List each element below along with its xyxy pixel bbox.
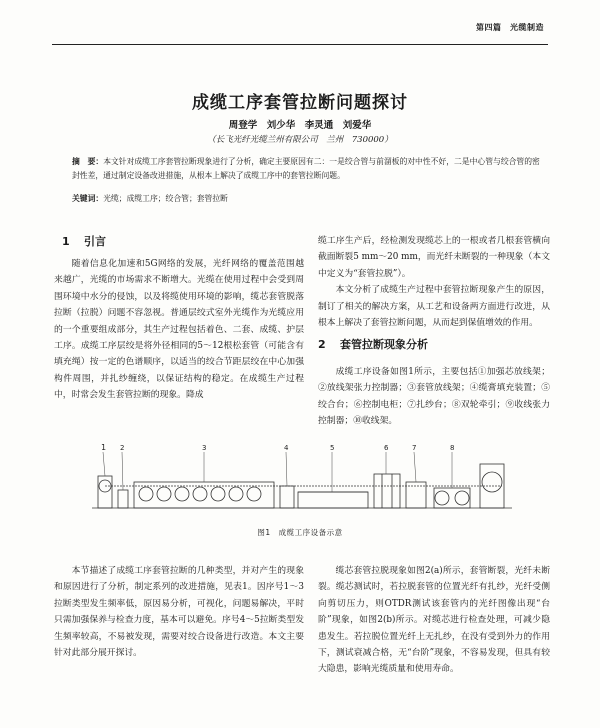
- section-number: 2: [318, 338, 326, 351]
- keywords-label: 关键词：: [72, 194, 104, 203]
- figure-label-6: 6: [384, 444, 389, 452]
- keywords-text: 光缆；成缆工序；绞合管；套管拉断: [103, 194, 228, 203]
- paragraph: 本文分析了成缆生产过程中套管拉断现象产生的原因，制订了相关的解决方案，从工艺和设备两方面进行改进，从根本上解决了套管拉断问题，从而起到保值增效的作用。: [318, 285, 550, 329]
- running-header: 第四篇 光缆制造: [476, 23, 544, 32]
- intro-paragraph: [54, 256, 304, 404]
- tension-controller: [118, 490, 128, 508]
- section-number: 1: [62, 235, 70, 248]
- compound-filler: [280, 486, 294, 508]
- affiliation: （长飞光纤光缆兰州有限公司 兰州 730000）: [207, 135, 393, 145]
- section-title: 引言: [84, 235, 106, 248]
- figure-label-3: 3: [202, 444, 207, 452]
- stranding-unit: [298, 492, 368, 508]
- section-1-heading: [62, 233, 106, 249]
- abstract-text: 本文针对成缆工序套管拉断现象进行了分析，确定主要原因有二：一是绞合管与前溜板的对中性不好，二是中心管与绞合管的密封性差，通过制定设备改进措施，从根本上解决了成缆工序中的套管拉断问题。: [72, 157, 540, 180]
- figure-label-5: 5: [330, 444, 335, 452]
- abstract: [72, 155, 546, 183]
- paragraph: 缆芯套管拉脱现象如图2(a)所示，套管断裂，光纤未断裂。缆芯测试时，若拉脱套管的位置光纤有扎纱，光纤受侧向剪切压力，则OTDR测试该套管内的光纤图像出现“台阶”现象，如图2(b)所示。对缆芯进行检查处理，可减少隐患发生。若拉脱位置光纤上无扎纱，在没有受到外力的作用下，测试衰减合格，无“台阶”现象，不容易发现，但具有较大隐患，影响光缆质量和使用寿命。: [318, 566, 550, 675]
- figure-caption: 图1 成缆工序设备示意: [257, 528, 343, 537]
- figure-label-7: 7: [412, 444, 417, 452]
- figure-label-1: 1: [101, 443, 107, 452]
- figure-label-2: 2: [120, 444, 125, 452]
- analysis-paragraph: [54, 563, 304, 661]
- keywords: [72, 193, 546, 204]
- intro-continuation: [318, 233, 550, 331]
- paper-title: 成缆工序套管拉断问题探讨: [192, 93, 408, 113]
- production-line-figure: [92, 442, 512, 522]
- paragraph: 随着信息化加速和5G网络的发展，光纤网络的覆盖范围越来越广，光缆的市场需求不断增大。光缆在使用过程中会受到周围环境中水分的侵蚀，以及将缆使用环境的影响，缆芯套管脱落拉断（拉脱）问题不容忽视。普通层绞式室外光缆作为光缆应用的一个重要组成部分，其生产过程包括着色、二套、成缆、护层工序。成缆工序层绞是将外径相同的5～12根松套管（可能含有填充绳）按一定的色谱顺序，以适当的绞合节距层绞在中心加强构件周围，并扎纱缠绕，以保证结构的稳定。在成缆生产过程中，时常会发生套管拉断的现象。降成: [54, 259, 304, 401]
- paragraph: 成缆工序设备如图1所示，主要包括①加强芯放线架；②放线架张力控制器；③套管放线架；④缆膏填充装置；⑤绞合台；⑥控制电柜；⑦扎纱台；⑧双轮牵引；⑨收线张力控制器；⑩收线架。: [318, 367, 550, 427]
- pullout-paragraph: [318, 563, 550, 678]
- abstract-label: 摘 要：: [72, 157, 104, 166]
- header-rule: [52, 34, 548, 45]
- author-list: 周登学 刘少华 李灵通 刘爱华: [228, 120, 372, 131]
- figure-label-8: 8: [450, 444, 455, 452]
- paragraph: 本节描述了成缆工序套管拉断的几种类型，并对产生的现象和原因进行了分析，制定系列的改进措施，见表1。因序号1～3拉断类型发生频率低，原因易分析，可视化，问题易解决，平时只需加强保养与检查力度，基本可以避免。序号4～5拉断类型发生频率较高，不易被发现，需要对绞合设备进行改造。本文主要针对此部分展开探讨。: [54, 566, 304, 659]
- paragraph: 缆工序生产后，经检测发现缆芯上的一根或者几根套管横向截面断裂5 mm～20 mm，而光纤未断裂的一种现象（本文中定义为“套管拉脱”）。: [318, 236, 550, 279]
- section-title: 套管拉断现象分析: [340, 338, 428, 351]
- control-cabinet: [374, 474, 400, 508]
- section-2-heading: [318, 336, 428, 352]
- haul-off: [434, 488, 470, 508]
- equipment-paragraph: [318, 364, 550, 430]
- figure-label-4: 4: [284, 444, 289, 452]
